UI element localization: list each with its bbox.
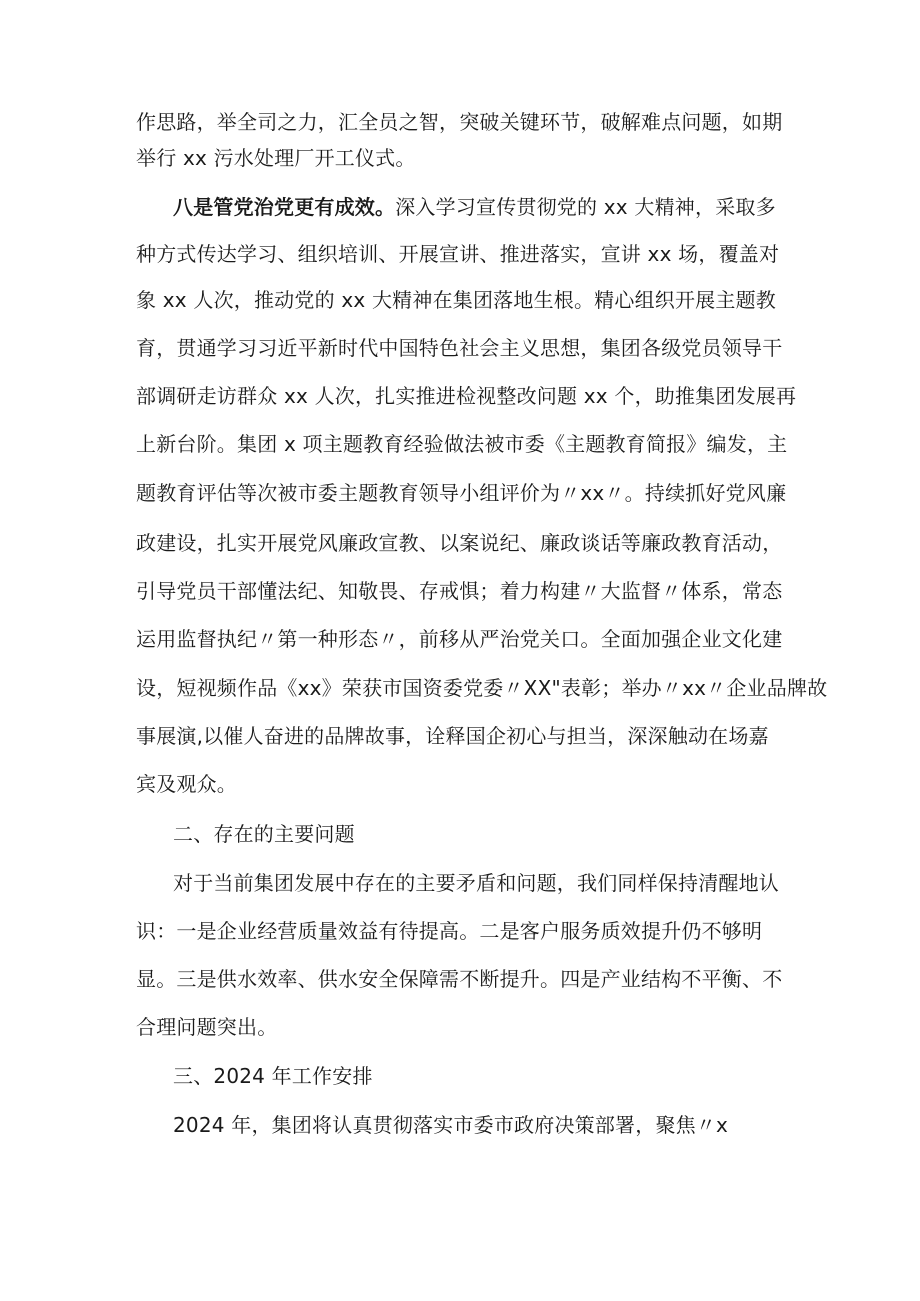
text-line: 合理问题突出。	[136, 1015, 278, 1039]
text-line: 作思路，举全司之力，汇全员之智，突破关键环节，破解难点问题，如期	[136, 110, 783, 134]
text-line: 上新台阶。集团 x 项主题教育经验做法被市委《主题教育简报》编发，主	[136, 432, 788, 456]
text-line: 部调研走访群众 xx 人次，扎实推进检视整改问题 xx 个，助推集团发展再	[136, 384, 797, 408]
text-line: 宾及观众。	[136, 772, 237, 796]
text-line: 育，贯通学习习近平新时代中国特色社会主义思想，集团各级党员领导干	[136, 336, 783, 360]
text-line: 种方式传达学习、组织培训、开展宣讲、推进落实，宣讲 xx 场，覆盖对	[136, 242, 780, 266]
text-line: 象 xx 人次，推动党的 xx 大精神在集团落地生根。精心组织开展主题教	[136, 288, 776, 312]
section-heading: 三、2024 年工作安排	[173, 1064, 373, 1088]
text-line: 识：一是企业经营质量效益有待提高。二是客户服务质效提升仍不够明	[136, 919, 763, 943]
paragraph-first-line	[173, 193, 776, 221]
text-line: 举行 xx 污水处理厂开工仪式。	[136, 146, 416, 170]
text-line: 题教育评估等次被市委主题教育领导小组评价为〃xx〃。持续抓好党风廉	[136, 481, 787, 505]
section-heading: 二、存在的主要问题	[173, 822, 355, 846]
text-line: 运用监督执纪〃第一种形态〃，前移从严治党关口。全面加强企业文化建	[136, 627, 783, 651]
text-line: 2024 年，集团将认真贯彻落实市委市政府决策部署，聚焦〃x	[173, 1113, 729, 1137]
paragraph-lead-heading: 八是管党治党更有成效。	[173, 195, 396, 219]
text-line: 显。三是供水效率、供水安全保障需不断提升。四是产业结构不平衡、不	[136, 967, 783, 991]
text-line: 引导党员干部懂法纪、知敬畏、存戒惧；着力构建〃大监督〃体系，常态	[136, 579, 783, 603]
text-line: 设，短视频作品《xx》荣获市国资委党委〃XX"表彰；举办〃xx〃企业品牌故	[136, 676, 828, 700]
paragraph-text: 深入学习宣传贯彻党的 xx 大精神，采取多	[395, 195, 776, 219]
text-line: 政建设，扎实开展党风廉政宣教、以案说纪、廉政谈话等廉政教育活动，	[136, 531, 783, 555]
text-line: 对于当前集团发展中存在的主要矛盾和问题，我们同样保持清醒地认	[173, 871, 779, 895]
text-line: 事展演,以催人奋进的品牌故事，诠释国企初心与担当，深深触动在场嘉	[136, 724, 769, 748]
